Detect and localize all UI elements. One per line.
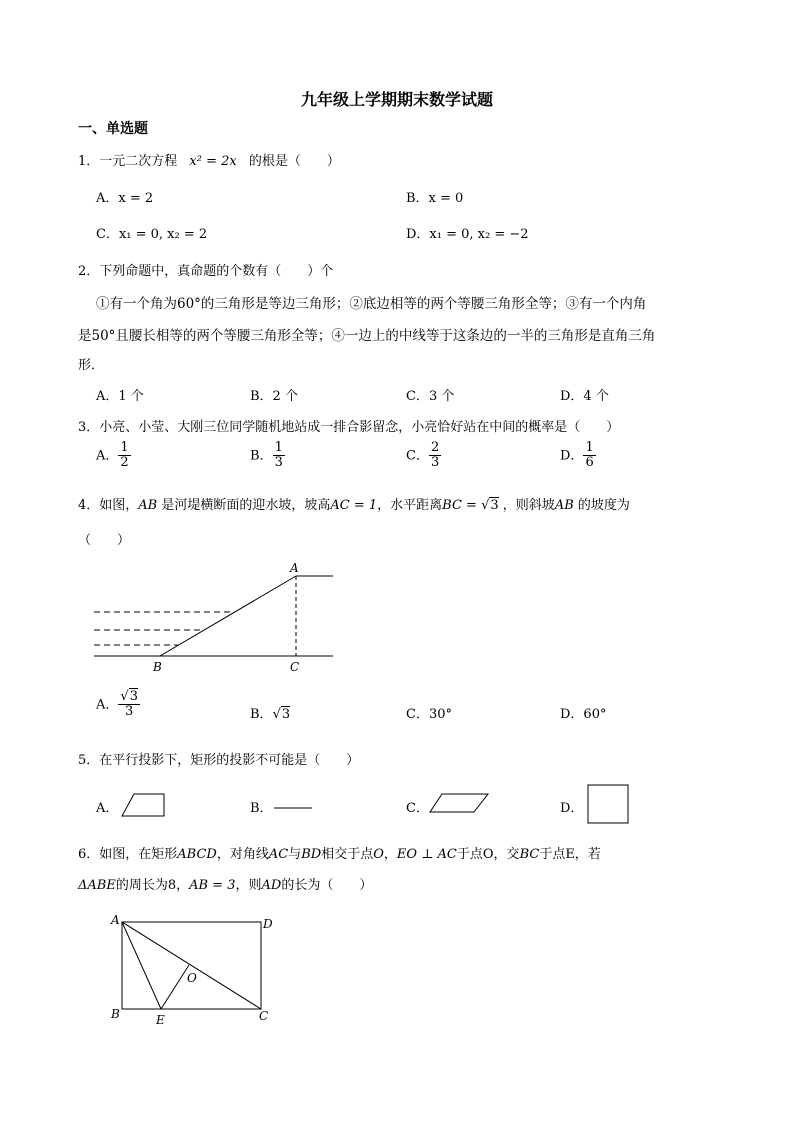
q6-point-d-label: D xyxy=(263,917,273,931)
q6-ad: AD xyxy=(261,878,282,893)
q3-option-d[interactable] xyxy=(560,441,596,471)
q6-point-e-label: E xyxy=(156,1013,165,1027)
q6-stem-d: 相交于点 xyxy=(321,847,374,862)
q2-option-c[interactable]: C．3 个 xyxy=(406,389,455,404)
q4-stem-e: 的坡度为 xyxy=(577,498,630,513)
q3-option-c-label: C． xyxy=(406,448,429,464)
q6-stem-e: ， xyxy=(383,847,397,862)
q3-option-d-label: D． xyxy=(560,448,584,464)
q1-option-b[interactable]: B．x = 0 xyxy=(406,191,464,206)
q4-answer-paren: （ ） xyxy=(78,533,131,548)
question-4-stem: 4．如图，AB 是河堤横断面的迎水坡，坡高AC = 1，水平距离BC = √3 ，则斜坡AB 的坡度为 xyxy=(78,498,630,513)
q4-option-a-label: A． xyxy=(96,697,119,713)
q6-stem-j: 的长为（ ） xyxy=(281,878,373,893)
q2-option-b[interactable]: B．2 个 xyxy=(250,389,298,404)
q5-option-b-label[interactable]: B． xyxy=(250,801,273,816)
question-2-stem: 2．下列命题中，真命题的个数有（ ）个 xyxy=(78,264,334,279)
q1-option-c[interactable]: C．x₁ = 0, x₂ = 2 xyxy=(96,227,208,242)
q4-option-a-fraction: $\frac{√3}{3}$ xyxy=(120,689,138,720)
section-heading: 一、单选题 xyxy=(78,121,148,137)
q4-ab-2: AB xyxy=(554,498,574,513)
q6-eo: EO ⊥ AC xyxy=(396,847,457,862)
q6-stem-c: 与 xyxy=(288,847,302,862)
slope-line-ab xyxy=(160,576,296,656)
q4-slope-figure xyxy=(90,558,340,678)
q5-option-c-label[interactable]: C． xyxy=(406,801,429,816)
q3-option-d-fraction: $\frac{1}{6}$ xyxy=(585,440,594,471)
q6-stem-h: 的周长为8， xyxy=(115,878,190,893)
question-6-stem-line-2 xyxy=(78,874,372,893)
question-3-stem: 3．小亮、小莹、大刚三位同学随机地站成一排合影留念，小亮恰好站在中间的概率是（ ） xyxy=(78,420,620,435)
question-5-stem: 5．在平行投影下，矩形的投影不可能是（ ） xyxy=(78,753,360,768)
q6-rectangle-figure xyxy=(105,908,285,1030)
q4-point-b-label: B xyxy=(153,660,162,674)
q6-abe: ΔABE xyxy=(78,878,116,893)
segment-eo xyxy=(161,965,189,1009)
q3-option-a-fraction: $\frac{1}{2}$ xyxy=(120,440,129,471)
q3-option-c[interactable] xyxy=(406,441,441,471)
q1-stem-a: 1．一元二次方程 xyxy=(78,154,178,169)
q6-stem-i: ，则 xyxy=(235,878,262,893)
q1-equation: x² = 2x xyxy=(189,154,237,169)
q4-option-a[interactable] xyxy=(96,690,140,720)
q2-option-d[interactable]: D．4 个 xyxy=(560,389,609,404)
q2-statement-line-2: 是50°且腰长相等的两个等腰三角形全等；④一边上的中线等于这条边的一半的三角形是直角三角 xyxy=(78,328,656,344)
q4-option-b-label: B． xyxy=(250,707,273,722)
q6-ab: AB = 3 xyxy=(189,878,236,893)
q1-option-a[interactable]: A．x = 2 xyxy=(96,191,154,206)
q6-bc: BC xyxy=(519,847,540,862)
q5-option-d-square xyxy=(586,783,632,825)
q3-option-b-fraction: $\frac{1}{3}$ xyxy=(274,440,283,471)
q4-option-b[interactable]: B．√3 xyxy=(250,707,291,722)
q6-bd: BD xyxy=(301,847,322,862)
q4-stem-a: 4．如图， xyxy=(78,498,139,513)
q4-bc-root: 3 xyxy=(490,498,499,513)
question-1-stem xyxy=(78,150,340,169)
q1-stem-b: 的根是（ ） xyxy=(248,154,340,169)
q4-bc: BC = xyxy=(442,498,482,513)
q4-point-a-label: A xyxy=(290,561,299,575)
q4-stem-d: ，则斜坡 xyxy=(502,498,555,513)
q5-option-c-parallelogram xyxy=(428,792,490,814)
diagonal-ac xyxy=(122,922,261,1009)
q5-option-a-label[interactable]: A． xyxy=(96,801,119,816)
q6-point-c-label: C xyxy=(259,1009,269,1023)
q6-stem-f: 于点O，交 xyxy=(456,847,520,862)
q2-statement-line-3: 形． xyxy=(78,358,105,373)
q6-ac: AC xyxy=(268,847,289,862)
segment-ae xyxy=(122,922,161,1009)
q4-point-c-label: C xyxy=(290,660,300,674)
q4-ac: AC = 1 xyxy=(330,498,378,513)
q5-option-a-trapezoid xyxy=(120,792,166,818)
q6-point-b-label: B xyxy=(111,1007,120,1021)
q5-option-b-segment xyxy=(272,800,316,812)
q4-stem-c: ，水平距离 xyxy=(377,498,443,513)
q3-option-a[interactable] xyxy=(96,441,131,471)
q6-stem-b: ，对角线 xyxy=(216,847,269,862)
q6-stem-a: 6．如图，在矩形 xyxy=(78,847,178,862)
q6-o: O xyxy=(373,847,384,862)
q4-ab: AB xyxy=(138,498,158,513)
q1-option-d[interactable]: D．x₁ = 0, x₂ = −2 xyxy=(406,227,529,242)
q2-option-a[interactable]: A．1 个 xyxy=(96,389,144,404)
q3-option-b[interactable] xyxy=(250,441,285,471)
q3-option-a-label: A． xyxy=(96,448,119,464)
q6-abcd: ABCD xyxy=(177,847,217,862)
question-6-stem-line-1 xyxy=(78,843,601,862)
q4-option-b-root: 3 xyxy=(281,707,291,722)
q4-stem-b: 是河堤横断面的迎水坡，坡高 xyxy=(161,498,331,513)
q2-statement-line-1: ①有一个角为60°的三角形是等边三角形；②底边相等的两个等腰三角形全等；③有一个内角 xyxy=(96,296,647,312)
q4-option-d[interactable]: D．60° xyxy=(560,707,607,722)
q3-option-c-fraction: $\frac{2}{3}$ xyxy=(430,440,440,471)
q6-point-o-label: O xyxy=(187,971,197,985)
q6-stem-g: 于点E，若 xyxy=(539,847,601,862)
q3-option-b-label: B． xyxy=(250,448,273,464)
q6-point-a-label: A xyxy=(111,913,120,927)
q5-option-d-label[interactable]: D． xyxy=(560,801,584,816)
q4-option-c[interactable]: C．30° xyxy=(406,707,452,722)
page-title: 九年级上学期期末数学试题 xyxy=(300,90,493,109)
